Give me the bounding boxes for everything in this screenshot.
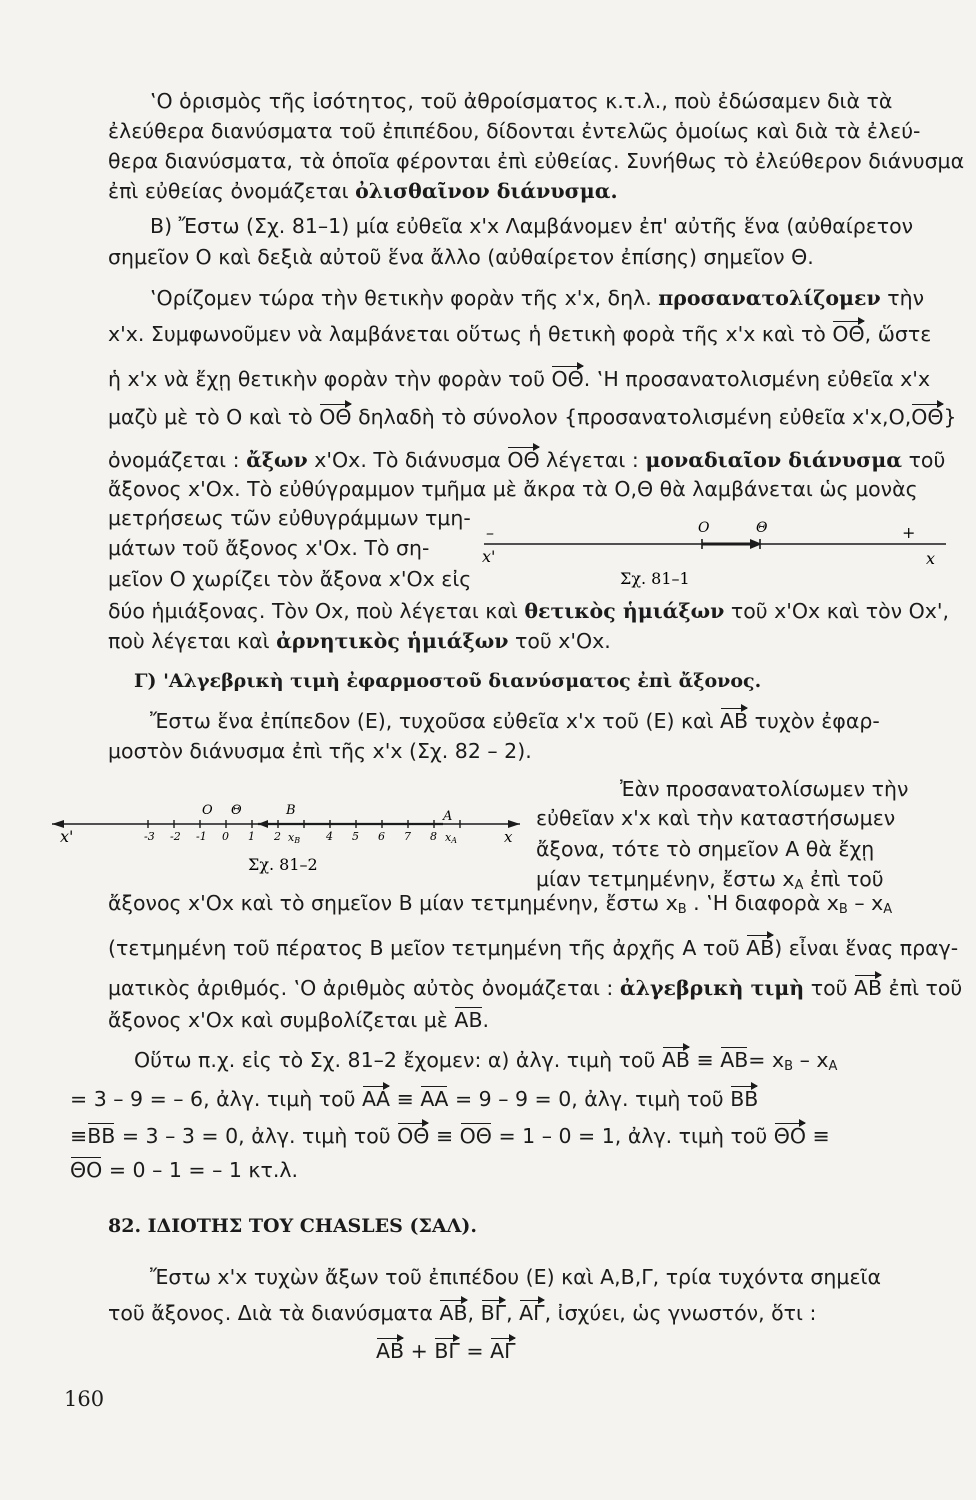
c-line-9-text: ≡ bbox=[70, 1124, 88, 1148]
b-line-12 bbox=[108, 598, 949, 624]
p1-line-1: ‛Ο ὁρισμὸς τῆς ἰσότητος, τοῦ ἀθροίσματος κ.τ.λ., ποὺ ἐδώσαμεν διὰ τὰ bbox=[150, 89, 893, 113]
term-algebraic-value: ἀλγεβρικὴ τιμὴ bbox=[619, 976, 805, 1000]
term-unit-vector: μοναδιαῖον διάνυσμα bbox=[645, 448, 903, 472]
c-line-3-mid: . ‛Η διαφορὰ x bbox=[693, 891, 839, 915]
c-line-3-mid2: – x bbox=[854, 891, 884, 915]
vector-ot: ΟΘ bbox=[507, 448, 540, 472]
vector-bb: ΒΒ bbox=[730, 1087, 759, 1111]
subscript-a: Α bbox=[794, 878, 804, 893]
minus-sign: – bbox=[486, 523, 494, 542]
c-line-3 bbox=[108, 890, 892, 923]
algebraic-ot: ΟΘ bbox=[459, 1124, 492, 1148]
vector-ab: ΑΒ bbox=[854, 976, 883, 1000]
label-x-prime: x' bbox=[60, 827, 74, 846]
c-right-4-text: μίαν τετμημένην, ἔστω x bbox=[536, 867, 795, 891]
tick-label: 1 bbox=[248, 830, 255, 843]
c-line-10 bbox=[70, 1157, 298, 1183]
b-line-12-end: τοῦ x'Οx καὶ τὸν Οx', bbox=[730, 599, 950, 623]
subscript-a: Α bbox=[883, 902, 893, 917]
b-line-6-text: μαζὺ μὲ τὸ Ο καὶ τὸ bbox=[108, 405, 313, 429]
subscript-b: Β bbox=[784, 1059, 794, 1074]
vector-ag: ΑΓ bbox=[519, 1301, 545, 1325]
b-line-7-mid2: λέγεται : bbox=[546, 448, 639, 472]
b-line-5-text: ἡ x'x νὰ ἔχῃ θετικὴν φορὰν τὴν φορὰν τοῦ bbox=[108, 367, 545, 391]
b-line-4-text: x'x. Συμφωνοῦμεν νὰ λαμβάνεται οὕτως ἡ θετικὴ φορὰ τῆς x'x καὶ τὸ bbox=[108, 322, 826, 346]
b-line-3 bbox=[150, 285, 924, 311]
b-line-7-mid: x'Οx. Τὸ διάνυσμα bbox=[314, 448, 501, 472]
vector-ot: ΟΘ bbox=[911, 405, 944, 429]
comma: , bbox=[467, 1301, 475, 1325]
c-line-7-mid3: – x bbox=[799, 1048, 829, 1072]
c-line-4-end: ) εἶναι ἕνας πραγ- bbox=[774, 936, 959, 960]
ab-vector-arrowhead bbox=[258, 820, 268, 828]
c-line-7-text: Οὕτω π.χ. εἰς τὸ Σχ. 81–2 ἔχομεν: α) ἀλγ. τιμὴ τοῦ bbox=[134, 1048, 656, 1072]
c-right-4-end: ἐπὶ τοῦ bbox=[809, 867, 884, 891]
tick-label: 0 bbox=[222, 830, 229, 843]
vector-bg: ΒΓ bbox=[434, 1339, 460, 1363]
tick-xb bbox=[288, 831, 300, 845]
b-line-4-end: , ὥστε bbox=[864, 322, 932, 346]
vector-ot: ΟΘ bbox=[832, 322, 865, 346]
comma: , bbox=[506, 1301, 513, 1325]
c-line-5-end: ἐπὶ τοῦ bbox=[888, 976, 963, 1000]
c-line-5-mid: τοῦ bbox=[810, 976, 848, 1000]
b-line-11: μεῖον Ο χωρίζει τὸν ἄξονα x'Οx εἰς bbox=[108, 567, 472, 591]
label-b: Β bbox=[286, 803, 296, 818]
b-line-6 bbox=[108, 404, 957, 430]
c-line-7-mid: ≡ bbox=[696, 1048, 714, 1072]
c-line-5-text: ματικὸς ἀριθμός. ‛Ο ἀριθμὸς αὐτὸς ὀνομάζεται : bbox=[108, 976, 614, 1000]
label-o: O bbox=[698, 520, 710, 536]
b-line-2: σημεῖον Ο καὶ δεξιὰ αὐτοῦ ἕνα ἄλλο (αὐθαίρετον ἐπίσης) σημεῖον Θ. bbox=[108, 245, 814, 269]
c-right-3: ἄξονα, τότε τὸ σημεῖον Α θὰ ἔχῃ bbox=[536, 837, 875, 861]
c-line-8-mid: ≡ bbox=[396, 1087, 414, 1111]
c-line-2: μοστὸν διάνυσμα ἐπὶ τῆς x'x (Σχ. 82 – 2). bbox=[108, 739, 532, 763]
plus-sign: + bbox=[410, 1339, 428, 1363]
label-o: O bbox=[202, 803, 213, 818]
term-sliding-vector: ὀλισθαῖνον διάνυσμα. bbox=[355, 179, 618, 203]
c-line-6 bbox=[108, 1007, 489, 1033]
c-line-4-text: (τετμημένη τοῦ πέρατος Β μεῖον τετμημένη τῆς ἀρχῆς Α τοῦ bbox=[108, 936, 740, 960]
vector-ot: ΟΘ bbox=[551, 367, 584, 391]
plus-sign: + bbox=[902, 523, 916, 542]
label-x-prime: x' bbox=[482, 547, 496, 566]
vector-bg: ΒΓ bbox=[480, 1301, 507, 1325]
c-line-9-mid: = 3 – 3 = 0, ἀλγ. τιμὴ τοῦ bbox=[121, 1124, 391, 1148]
term-orient: προσανατολίζομεν bbox=[658, 286, 881, 310]
b-line-6-end: } bbox=[943, 405, 957, 429]
vector-to: ΘΟ bbox=[773, 1124, 807, 1148]
c-line-6-text: ἄξονος x'Οx καὶ συμβολίζεται μὲ bbox=[108, 1008, 448, 1032]
figure-caption: Σχ. 81–2 bbox=[248, 855, 318, 874]
tick-label: -2 bbox=[170, 830, 181, 843]
b-line-1: Β) Ἔστω (Σχ. 81–1) μία εὐθεῖα x'x Λαμβάνομεν ἐπ' αὐτῆς ἕνα (αὐθαίρετον bbox=[150, 214, 914, 238]
vector-aa: ΑΑ bbox=[362, 1087, 391, 1111]
vector-ab: ΑΒ bbox=[661, 1048, 690, 1072]
tick-label: 7 bbox=[404, 830, 411, 843]
figure-caption: Σχ. 81–1 bbox=[620, 569, 690, 588]
c-line-9-mid3: = 1 – 0 = 1, ἀλγ. τιμὴ τοῦ bbox=[498, 1124, 768, 1148]
b-line-5 bbox=[108, 366, 930, 392]
c-line-8-text: = 3 – 9 = – 6, ἀλγ. τιμὴ τοῦ bbox=[70, 1087, 356, 1111]
term-axis: ἄξων bbox=[246, 448, 308, 472]
b-line-12-text: δύο ἡμιάξονας. Τὸν Οx, ποὺ λέγεται καὶ bbox=[108, 599, 518, 623]
term-positive-half-axis: θετικὸς ἡμιάξων bbox=[524, 599, 725, 623]
b-line-13-end: τοῦ x'Οx. bbox=[515, 629, 611, 653]
figure-81-2 bbox=[50, 800, 530, 880]
b-line-9: μετρήσεως τῶν εὐθυγράμμων τμη- bbox=[108, 506, 471, 530]
p1-line-3: θερα διανύσματα, τὰ ὁποῖα φέρονται ἐπὶ εὐθείας. Συνήθως τὸ ἐλεύθερον διάνυσμα bbox=[108, 149, 965, 173]
vector-ab: ΑΒ bbox=[376, 1339, 405, 1363]
algebraic-bb: ΒΒ bbox=[87, 1124, 116, 1148]
b-line-7-text: ὀνομάζεται : bbox=[108, 448, 240, 472]
c-line-9-end: ≡ bbox=[812, 1124, 830, 1148]
p1-line-2: ἐλεύθερα διανύσματα τοῦ ἐπιπέδου, δίδονται ἐντελῶς ὁμοίως καὶ διὰ τὰ ἐλεύ- bbox=[108, 119, 921, 143]
vector-ab: ΑΒ bbox=[439, 1301, 468, 1325]
vector-ag: ΑΓ bbox=[490, 1339, 516, 1363]
tick-label: 6 bbox=[378, 830, 385, 843]
tick-xb-sub: Β bbox=[294, 836, 301, 845]
s82-line-2-end: , ἰσχύει, ὡς γνωστόν, ὅτι : bbox=[544, 1301, 817, 1325]
s82-line-2 bbox=[108, 1300, 816, 1326]
b-line-13-text: ποὺ λέγεται καὶ bbox=[108, 629, 270, 653]
tick-label: -3 bbox=[144, 830, 155, 843]
b-line-6-mid: δηλαδὴ τὸ σύνολον {προσανατολισμένη εὐθεῖα x'x,Ο, bbox=[358, 405, 912, 429]
b-line-3-text: ‛Ορίζομεν τώρα τὴν θετικὴν φορὰν τῆς x'x, δηλ. bbox=[150, 286, 652, 310]
c-line-1-text: Ἔστω ἕνα ἐπίπεδον (Ε), τυχοῦσα εὐθεῖα x'x τοῦ (Ε) καὶ bbox=[150, 709, 714, 733]
vector-ab: ΑΒ bbox=[720, 709, 749, 733]
c-line-7-mid2: = x bbox=[748, 1048, 785, 1072]
b-line-3-end: τὴν bbox=[887, 286, 925, 310]
tick-xa bbox=[445, 831, 457, 845]
c-line-5 bbox=[108, 975, 962, 1001]
s82-line-1: Ἔστω x'x τυχὼν ἄξων τοῦ ἐπιπέδου (Ε) καὶ Α,Β,Γ, τρία τυχόντα σημεῖα bbox=[150, 1265, 881, 1289]
tick-label: 4 bbox=[326, 830, 333, 843]
vector-ot: ΟΘ bbox=[397, 1124, 430, 1148]
p1-line-4 bbox=[108, 178, 618, 204]
b-line-7 bbox=[108, 447, 945, 473]
equals-sign: = bbox=[466, 1339, 484, 1363]
tick-label: 2 bbox=[274, 830, 281, 843]
subscript-b: Β bbox=[677, 902, 687, 917]
algebraic-ab: ΑΒ bbox=[720, 1048, 749, 1072]
arrow-right-icon bbox=[508, 820, 520, 828]
b-line-8: ἄξονος x'Οx. Τὸ εὐθύγραμμον τμῆμα μὲ ἄκρα τὰ Ο,Θ θὰ λαμβάνεται ὡς μονὰς bbox=[108, 477, 918, 501]
tick-xa-sub: Α bbox=[451, 836, 457, 845]
subscript-a: Α bbox=[828, 1059, 838, 1074]
algebraic-ab: ΑΒ bbox=[454, 1008, 483, 1032]
c-right-1: Ἐὰν προσανατολίσωμεν τὴν bbox=[620, 777, 909, 801]
c-line-10-text: = 0 – 1 = – 1 κτ.λ. bbox=[108, 1158, 298, 1182]
c-line-9 bbox=[70, 1123, 830, 1149]
c-line-9-mid2: ≡ bbox=[435, 1124, 454, 1148]
c-line-8 bbox=[70, 1086, 758, 1112]
c-line-3-text: ἄξονος x'Οx καὶ τὸ σημεῖον Β μίαν τετμημένην, ἔστω x bbox=[108, 891, 678, 915]
b-line-13 bbox=[108, 628, 611, 654]
label-theta: Θ bbox=[231, 803, 242, 818]
c-line-1 bbox=[150, 708, 880, 734]
figure-81-1 bbox=[476, 518, 956, 598]
b-line-7-end: τοῦ bbox=[908, 448, 946, 472]
c-line-4 bbox=[108, 935, 958, 961]
label-x: x bbox=[504, 828, 513, 846]
tick-xa-x: x bbox=[445, 831, 452, 844]
tick-label: 5 bbox=[352, 830, 359, 843]
vector-ab: ΑΒ bbox=[746, 936, 775, 960]
b-line-4 bbox=[108, 321, 931, 347]
subscript-b: Β bbox=[838, 902, 848, 917]
term-negative-half-axis: ἀρνητικὸς ἡμιάξων bbox=[276, 629, 509, 653]
c-line-8-mid2: = 9 – 9 = 0, ἀλγ. τιμὴ τοῦ bbox=[454, 1087, 724, 1111]
tick-xb-x: x bbox=[288, 831, 295, 844]
section-c-heading: Γ) 'Αλγεβρικὴ τιμὴ ἐφαρμοστοῦ διανύσματος ἐπὶ ἄξονος. bbox=[134, 670, 762, 692]
c-line-7 bbox=[134, 1047, 837, 1080]
label-a: Α bbox=[443, 809, 453, 824]
algebraic-to: ΘΟ bbox=[70, 1158, 103, 1182]
page-number: 160 bbox=[64, 1387, 105, 1411]
algebraic-aa: ΑΑ bbox=[420, 1087, 449, 1111]
p1-line-4-text: ἐπὶ εὐθείας ὀνομάζεται bbox=[108, 179, 349, 203]
label-theta: Θ bbox=[756, 520, 768, 536]
c-right-2: εὐθεῖαν x'x καὶ τὴν καταστήσωμεν bbox=[536, 806, 896, 830]
chasles-equation bbox=[376, 1338, 516, 1364]
s82-line-2-text: τοῦ ἄξονος. Διὰ τὰ διανύσματα bbox=[108, 1301, 433, 1325]
c-line-6-end: . bbox=[482, 1008, 490, 1032]
b-line-5-end: . ‛Η προσανατολισμένη εὐθεῖα x'x bbox=[583, 367, 931, 391]
label-x: x bbox=[926, 549, 936, 568]
c-line-1-end: τυχὸν ἐφαρ- bbox=[754, 709, 880, 733]
tick-label: -1 bbox=[196, 830, 207, 843]
b-line-10: μάτων τοῦ ἄξονος x'Οx. Τὸ ση- bbox=[108, 536, 430, 560]
section-82-heading: 82. ΙΔΙΟΤΗΣ ΤΟΥ CHASLES (ΣΑΛ). bbox=[108, 1215, 477, 1237]
tick-label: 8 bbox=[430, 830, 437, 843]
vector-ot: ΟΘ bbox=[319, 405, 352, 429]
